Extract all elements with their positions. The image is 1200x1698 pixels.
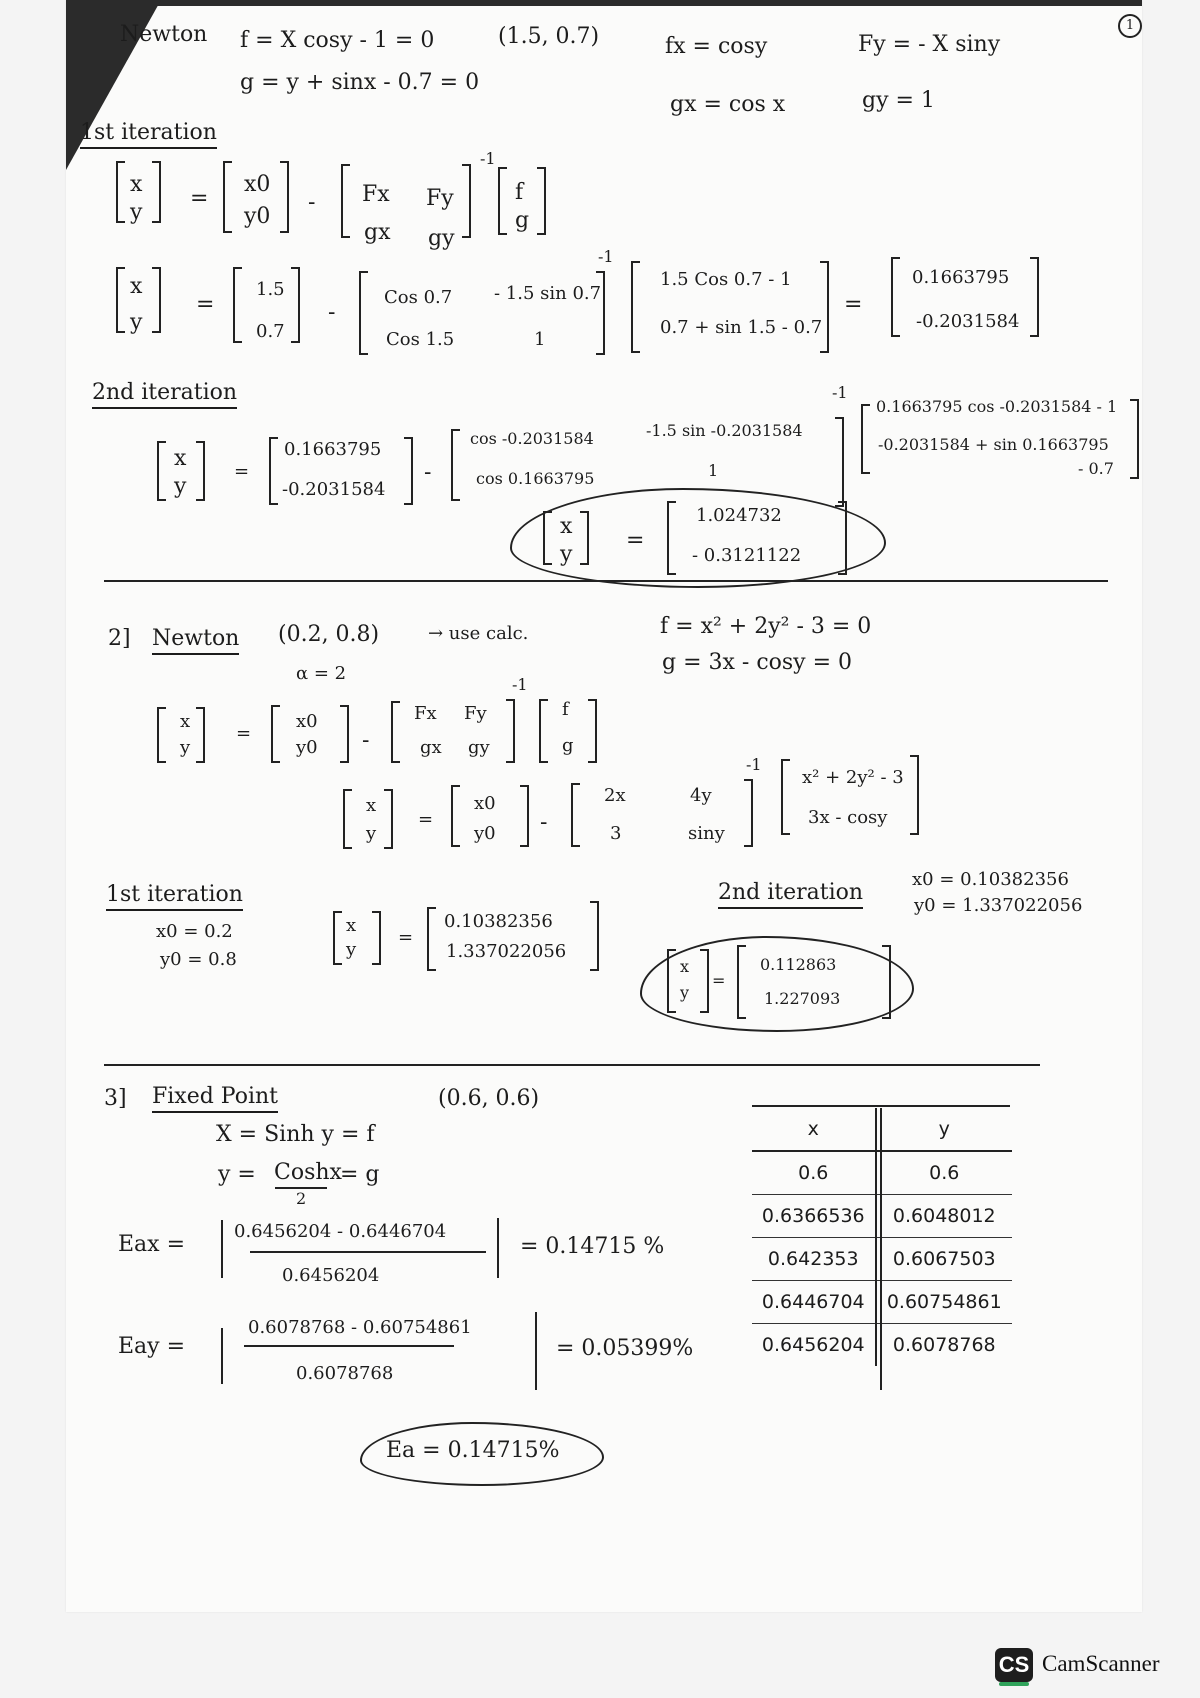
q3-initial-point: (0.6, 0.6) (438, 1086, 540, 1111)
q1-iter1-label: 1st iteration (80, 120, 217, 149)
q2-gen-inverse: -1 (512, 675, 528, 694)
section-divider-1 (104, 580, 1108, 582)
q1-it2-g-value: -0.2031584 + sin 0.1663795 (878, 435, 1109, 454)
table-row (752, 1238, 1012, 1281)
q2-it1-y: y (346, 939, 357, 960)
table-cell-y: 0.6078768 (892, 1334, 996, 1356)
q2-g-expr: 3x - cosy (808, 807, 888, 828)
q3-eay-label: Eay = (118, 1334, 186, 1359)
q3-eax-denominator: 0.6456204 (282, 1265, 380, 1286)
q1-fy: Fy = - X siny (858, 32, 1001, 57)
q2-gen-Fx: Fx (414, 703, 437, 724)
q2-iter2-y0: y0 = 1.337022056 (914, 895, 1083, 916)
q1-it1-eq: = (196, 292, 215, 317)
q2-gen-g: g (562, 735, 574, 756)
q1-it1-jac-a22: 1 (534, 329, 546, 350)
q1-gen-inverse: -1 (480, 149, 496, 168)
q2-gen-x: x (180, 711, 191, 732)
table-header-row (752, 1108, 1012, 1151)
q1-it2-x: x (174, 446, 187, 471)
q1-it2-jac-a21: cos 0.1663795 (476, 469, 595, 488)
q3-eay-value: = 0.05399% (556, 1336, 694, 1361)
q1-it1-y0: 0.7 (256, 321, 285, 342)
q2-iter2-result-x: 0.112863 (760, 955, 837, 974)
q1-gen-eq: = (190, 186, 209, 211)
q2-number: 2] (108, 626, 131, 651)
q2-method-title: Newton (152, 626, 239, 655)
q3-eax-numerator: 0.6456204 - 0.6446704 (234, 1221, 447, 1242)
q1-it2-minus: - (424, 460, 432, 485)
q1-it2-eq: = (234, 461, 250, 482)
q2-ans-eq: = (712, 971, 726, 990)
q2-ans-x: x (680, 957, 690, 976)
q1-f-equation: f = X cosy - 1 = 0 (240, 28, 435, 53)
table-cell-x: 0.6456204 (752, 1324, 876, 1367)
q2-form-y: y (366, 823, 377, 844)
q2-alpha: α = 2 (296, 663, 347, 684)
q2-gen-Fy: Fy (464, 703, 487, 724)
q1-it1-jac-a11: Cos 0.7 (384, 287, 453, 308)
q1-ans-eq: = (626, 528, 645, 553)
q1-fx: fx = cosy (665, 34, 768, 59)
table-row (752, 1195, 1012, 1238)
q1-gen-y: y (130, 200, 143, 225)
q1-it2-x0: 0.1663795 (284, 439, 382, 460)
q1-gen-gx: gx (364, 220, 391, 245)
q2-form-x: x (366, 795, 377, 816)
table-cell-y: 0.6 (929, 1162, 960, 1184)
q1-it1-f-value: 1.5 Cos 0.7 - 1 (660, 269, 792, 290)
section-divider-2 (104, 1064, 1040, 1066)
q2-iter1-x0: x0 = 0.2 (156, 921, 233, 942)
q3-y-eq-rhs: = g (340, 1162, 380, 1187)
q2-ans-y: y (680, 983, 690, 1002)
q1-it1-g-value: 0.7 + sin 1.5 - 0.7 (660, 317, 823, 338)
q1-gen-y0: y0 (244, 204, 271, 229)
q2-iter1-label: 1st iteration (106, 882, 243, 911)
q1-it2-jac-a12: -1.5 sin -0.2031584 (646, 421, 803, 440)
q3-x-equation: X = Sinh y = f (216, 1122, 375, 1147)
table-cell-y: 0.6048012 (892, 1205, 996, 1227)
q1-gen-x0: x0 (244, 172, 271, 197)
q1-gen-f: f (515, 180, 524, 205)
fixed-point-iteration-table (752, 1108, 1012, 1366)
q1-ans-x: x (560, 514, 573, 539)
table-vertical-extension (880, 1108, 882, 1390)
q2-form-x0: x0 (474, 793, 496, 814)
q2-iter1-result-x: 0.10382356 (444, 911, 553, 932)
q1-it2-jac-a22: 1 (708, 461, 719, 480)
q1-it1-y: y (130, 310, 143, 335)
q1-it1-x0: 1.5 (256, 279, 285, 300)
q1-ans-y-value: - 0.3121122 (692, 545, 802, 566)
q1-it1-result-eq: = (844, 292, 863, 317)
q1-g-equation: g = y + sinx - 0.7 = 0 (240, 70, 480, 95)
q2-form-inverse: -1 (746, 755, 762, 774)
q1-gen-g: g (515, 208, 530, 233)
table-header-x: x (752, 1108, 876, 1151)
q2-it1-eq: = (398, 927, 414, 948)
q3-eay-denominator: 0.6078768 (296, 1363, 394, 1384)
camscanner-watermark: CamScanner (1042, 1651, 1160, 1676)
q2-jac-j22: siny (688, 823, 725, 844)
q1-it1-result-y: -0.2031584 (916, 311, 1020, 332)
q1-it1-minus: - (328, 300, 336, 325)
q2-f-expr: x² + 2y² - 3 (802, 767, 904, 788)
q2-form-minus: - (540, 810, 548, 835)
q1-gen-minus: - (308, 190, 316, 215)
q1-ans-y: y (560, 542, 573, 567)
q2-form-y0: y0 (474, 823, 496, 844)
q1-initial-point: (1.5, 0.7) (498, 24, 600, 49)
q1-iter2-label: 2nd iteration (92, 380, 237, 409)
table-cell-x: 0.642353 (752, 1238, 876, 1281)
table-row (752, 1324, 1012, 1367)
q1-gen-gy: gy (428, 226, 455, 251)
q3-y-eq-numerator: Coshx (274, 1160, 342, 1185)
table-cell-x: 0.6446704 (752, 1281, 876, 1324)
q3-number: 3] (104, 1086, 127, 1111)
q1-it1-result-x: 0.1663795 (912, 267, 1010, 288)
q1-gx: gx = cos x (670, 92, 786, 117)
q2-jac-j12: 4y (690, 785, 712, 806)
table-cell-y: 0.60754861 (886, 1291, 1002, 1313)
q2-form-eq: = (418, 809, 434, 830)
page-number-badge: 1 (1118, 14, 1142, 38)
q3-eax-label: Eax = (118, 1232, 186, 1257)
q1-gen-x: x (130, 172, 143, 197)
q1-gy: gy = 1 (862, 88, 935, 113)
q2-gen-y: y (180, 737, 191, 758)
q1-it2-y0: -0.2031584 (282, 479, 386, 500)
q1-it1-jac-a12: - 1.5 sin 0.7 (494, 283, 602, 304)
q1-it2-f-value: 0.1663795 cos -0.2031584 - 1 (876, 397, 1118, 416)
q2-gen-f: f (562, 699, 569, 720)
q1-it2-y: y (174, 474, 187, 499)
q2-f-equation: f = x² + 2y² - 3 = 0 (660, 614, 872, 639)
q1-gen-Fy: Fy (426, 186, 454, 211)
camscanner-logo-icon: CS (995, 1648, 1033, 1682)
q1-it2-inverse: -1 (832, 383, 848, 402)
q3-method-title: Fixed Point (152, 1084, 278, 1113)
q1-it1-jac-a21: Cos 1.5 (386, 329, 455, 350)
q1-it1-x: x (130, 274, 143, 299)
q2-note: → use calc. (428, 623, 529, 644)
table-cell-x: 0.6 (752, 1151, 876, 1195)
q2-initial-point: (0.2, 0.8) (278, 622, 380, 647)
table-cell-x: 0.6366536 (752, 1195, 876, 1238)
q2-gen-gy: gy (468, 737, 490, 758)
q3-eax-value: = 0.14715 % (520, 1234, 665, 1259)
q2-gen-y0: y0 (296, 737, 318, 758)
table-row (752, 1281, 1012, 1324)
q2-g-equation: g = 3x - cosy = 0 (662, 650, 853, 675)
table-row (752, 1151, 1012, 1195)
q2-iter1-y0: y0 = 0.8 (160, 949, 237, 970)
q3-y-eq-denominator: 2 (296, 1189, 307, 1208)
q2-iter2-x0: x0 = 0.10382356 (912, 869, 1069, 890)
q1-ans-x-value: 1.024732 (696, 505, 782, 526)
q3-y-eq-lhs: y = (218, 1162, 256, 1187)
q1-gen-Fx: Fx (362, 182, 390, 207)
q2-iter1-result-y: 1.337022056 (446, 941, 567, 962)
q1-it2-g-value-cont: - 0.7 (1078, 459, 1114, 478)
table-cell-y: 0.6067503 (892, 1248, 996, 1270)
q3-final-error: Ea = 0.14715% (386, 1438, 560, 1463)
q1-method-title: Newton (120, 22, 208, 47)
q2-gen-gx: gx (420, 737, 442, 758)
q2-gen-minus: - (362, 728, 370, 753)
q2-gen-x0: x0 (296, 711, 318, 732)
q2-gen-eq: = (236, 723, 252, 744)
q1-it1-inverse: -1 (598, 247, 614, 266)
q1-it2-jac-a11: cos -0.2031584 (470, 429, 594, 448)
q2-iter2-result-y: 1.227093 (764, 989, 841, 1008)
q2-jac-j21: 3 (610, 823, 622, 844)
table-header-y: y (876, 1108, 1012, 1151)
q2-iter2-label: 2nd iteration (718, 880, 863, 909)
q2-it1-x: x (346, 915, 357, 936)
q3-eay-numerator: 0.6078768 - 0.60754861 (248, 1317, 472, 1338)
q2-jac-j11: 2x (604, 785, 626, 806)
